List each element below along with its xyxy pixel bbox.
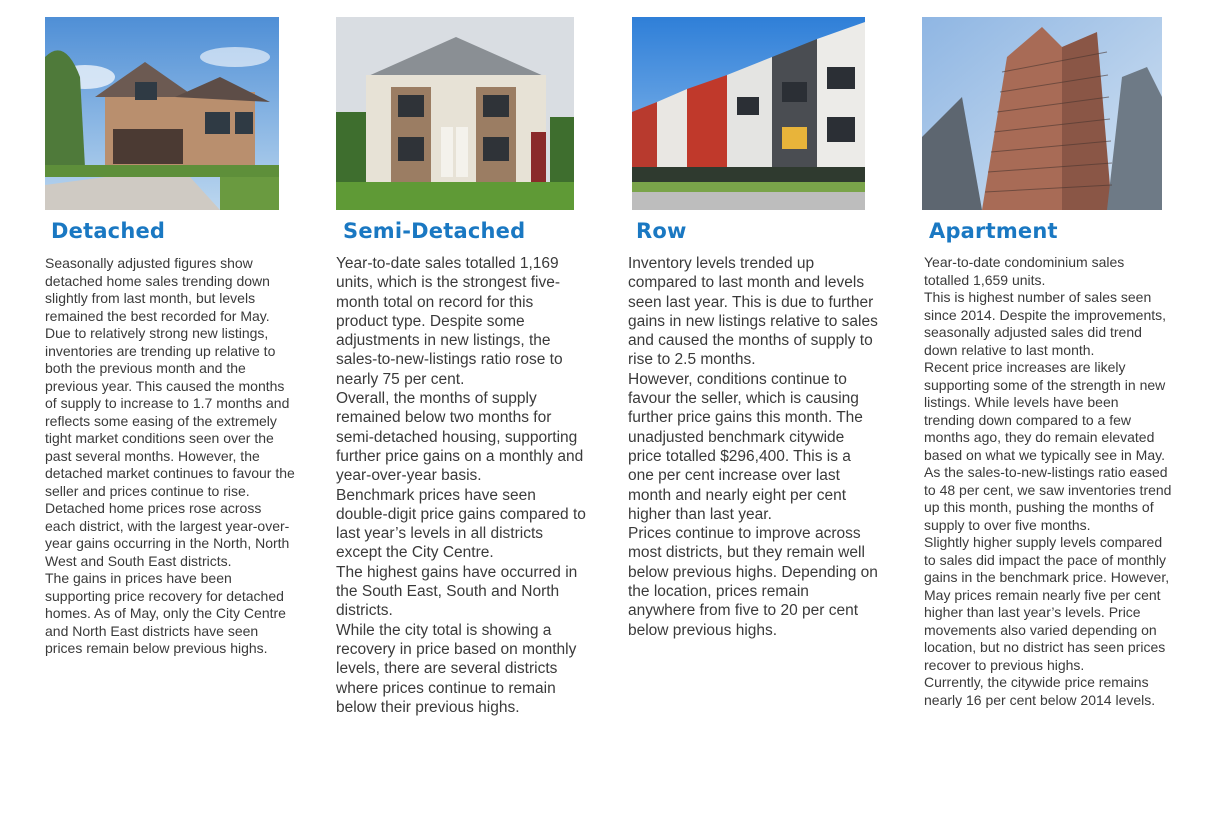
paragraph: Inventory levels trended up compared to last month and levels seen last year. This is due to further gains in new listings relative to sales and caused the months of supply to rise to 2.5 months. [628, 255, 878, 369]
paragraph: Currently, the citywide price remains nearly 16 per cent below 2014 levels. [924, 674, 1156, 708]
paragraph: However, conditions continue to favour the seller, which is causing further price gains this month. The unadjusted benchmark citywide price totalled $296,400. This is a one per cent increase over last month and nearly eight per cent higher than last year. [628, 370, 863, 523]
paragraph: This is highest number of sales seen since 2014. Despite the improvements, seasonally adjusted sales did trend down relative to last month. [924, 289, 1167, 358]
paragraph: Benchmark prices have seen double-digit price gains compared to last year’s levels in all districts except the City Centre. [336, 486, 586, 562]
paragraph: The gains in prices have been supporting price recovery for detached homes. As of May, only the City Centre and North East districts have seen prices remain below previous highs. [45, 570, 286, 656]
section-body [924, 254, 1172, 709]
apartment-tower-photo [922, 17, 1162, 210]
paragraph: Year-to-date condominium sales totalled 1,659 units. [924, 254, 1125, 288]
paragraph: Overall, the months of supply remained below two months for semi-detached housing, supporting further price gains on a monthly and year-over-year basis. [336, 390, 584, 485]
section-title: Semi-Detached [343, 219, 526, 243]
section-title: Row [636, 219, 687, 243]
paragraph: Year-to-date sales totalled 1,169 units, which is the strongest five-month total on record for this product type. Despite some adjustments in new listings, the sales-to-new-listings ratio rose to nearly 75 per cent. [336, 255, 563, 388]
paragraph: Prices continue to improve across most districts, but they remain well below previous highs. Depending on the location, prices remain anywhere from five to 20 per cent below previous highs. [628, 525, 878, 639]
section-title: Detached [51, 219, 166, 243]
paragraph: Recent price increases are likely supporting some of the strength in new listings. While levels have been trending down compared to a few months ago, they do remain elevated based on what we typically see in May. As the sales-to-new-listings ratio eased to 48 per cent, we saw inventories trend up this month, pushing the months of supply to over five months. [924, 359, 1172, 533]
detached-house-photo [45, 17, 279, 210]
paragraph: While the city total is showing a recovery in price based on monthly levels, there are several districts where prices continue to remain below their previous highs. [336, 621, 577, 716]
paragraph: The highest gains have occurred in the South East, South and North districts. [336, 563, 578, 620]
paragraph: Detached home prices rose across each district, with the largest year-over-year gains occurring in the North, North West and South East districts. [45, 500, 290, 569]
section-body [45, 255, 295, 658]
paragraph: Due to relatively strong new listings, inventories are trending up relative to both the previous month and the previous year. This caused the months of supply to increase to 1.7 months and reflects some easing of the extremely tight market conditions seen over the past several months. However, the detached market continues to favour the seller and prices continue to rise. [45, 325, 295, 499]
row-house-photo [632, 17, 865, 210]
paragraph: Slightly higher supply levels compared to sales did impact the pace of monthly gains in the benchmark price. However, May prices remain nearly five per cent higher than last year’s levels. Price movements also varied depending on location, but no district has seen prices recover to previous highs. [924, 534, 1170, 673]
semi-detached-house-photo [336, 17, 574, 210]
section-body [628, 254, 880, 640]
section-title: Apartment [929, 219, 1058, 243]
paragraph: Seasonally adjusted figures show detached home sales trending down slightly from last month, but levels remained the best recorded for May. [45, 255, 270, 324]
section-body [336, 254, 588, 717]
